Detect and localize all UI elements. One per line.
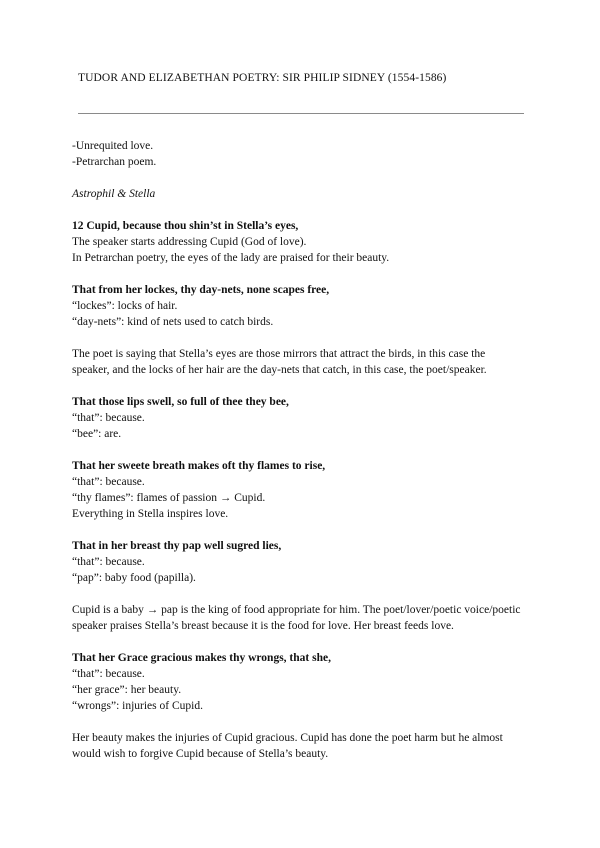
verse-line: That in her breast thy pap well sugred lies, xyxy=(72,540,282,552)
note-line: “day-nets”: kind of nets used to catch birds. xyxy=(72,316,274,328)
note-line: “lockes”: locks of hair. xyxy=(72,300,178,312)
note-line: “pap”: baby food (papilla). xyxy=(72,572,196,584)
verse-line: That those lips swell, so full of thee they bee, xyxy=(72,396,289,408)
verse-line: That from her lockes, thy day-nets, none scapes free, xyxy=(72,284,330,296)
note-line: “bee”: are. xyxy=(72,428,122,440)
note-line: “that”: because. xyxy=(72,668,145,680)
commentary-paragraph: Cupid is a baby → pap is the king of food appropriate for him. The poet/lover/poetic voice/poetic speaker praises Stella’s breast because it is the food for love. Her breast feeds love. xyxy=(72,604,521,632)
intro-item: -Unrequited love. xyxy=(72,140,154,152)
header-divider xyxy=(78,113,524,114)
verse-line: That her Grace gracious makes thy wrongs, that she, xyxy=(72,652,331,664)
note-line: “her grace”: her beauty. xyxy=(72,684,182,696)
note-line: Everything in Stella inspires love. xyxy=(72,508,229,520)
document-body xyxy=(72,138,522,762)
note-line: The speaker starts addressing Cupid (God of love). xyxy=(72,236,307,248)
commentary-paragraph: Her beauty makes the injuries of Cupid gracious. Cupid has done the poet harm but he almost would wish to forgive Cupid because of Stella’s beauty. xyxy=(72,732,503,760)
note-line: “that”: because. xyxy=(72,412,145,424)
note-line: In Petrarchan poetry, the eyes of the lady are praised for their beauty. xyxy=(72,252,390,264)
document-header: TUDOR AND ELIZABETHAN POETRY: SIR PHILIP SIDNEY (1554-1586) xyxy=(78,72,447,84)
note-line: “wrongs”: injuries of Cupid. xyxy=(72,700,203,712)
work-title: Astrophil & Stella xyxy=(72,188,156,200)
verse-line: 12 Cupid, because thou shin’st in Stella’s eyes, xyxy=(72,220,299,232)
note-line: “that”: because. xyxy=(72,476,145,488)
note-line: “thy flames”: flames of passion → Cupid. xyxy=(72,492,266,504)
intro-item: -Petrarchan poem. xyxy=(72,156,157,168)
commentary-paragraph: The poet is saying that Stella’s eyes are those mirrors that attract the birds, in this case the speaker, and the locks of her hair are the day-nets that catch, in this case, the poet/speaker. xyxy=(72,348,487,376)
note-line: “that”: because. xyxy=(72,556,145,568)
verse-line: That her sweete breath makes oft thy flames to rise, xyxy=(72,460,326,472)
